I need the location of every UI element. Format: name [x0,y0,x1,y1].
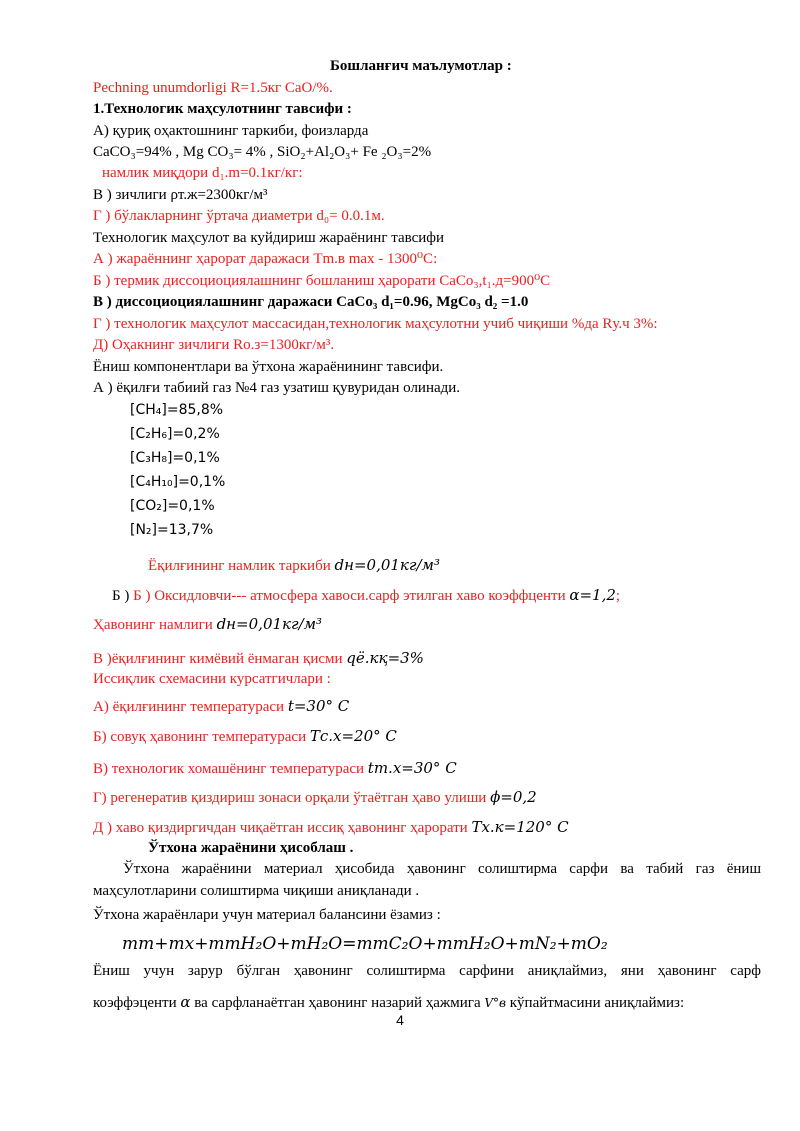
heat-header: Иссиқлик схемасини курсатгичлари : [93,671,331,687]
page-number: 4 [396,1012,404,1028]
chem-loss-line [93,649,424,668]
oxidizer-tail: ; [615,588,621,604]
heat-raw-material-label: В) технологик хомашёнинг температураси [93,761,365,777]
oxidizer-label-prefix: Б ) [112,588,134,604]
air-moisture-label: Ҳавонинг намлиги [93,617,213,633]
heat-fuel-temp-line [93,697,349,716]
alpha-symbol: α [180,993,191,1011]
oxidizer-line [112,586,620,605]
composition-line: CaCO₃=94% , Mg CO₃= 4% , SiO₂+Al₂O₃+ Fe ₂O₃=2% [93,144,432,160]
heat-cold-air-line [93,727,397,746]
gas-c2h6: [C₂H₆]=0,2% [130,426,220,442]
fuel-moisture-formula: dн=0,01кг/м³ [334,556,440,574]
dissociation-degree-line: В ) диссоциоциялашнинг даражаси CaCo₃ d₁=0.96, MgCo₃ d₂ =1.0 [93,294,529,310]
air-volume-symbol: V°в [484,996,507,1010]
paragraph-3a: Ёниш учун зарур бўлган ҳавонинг солиштирма сарфини аниқлаймиз, яни ҳавонинг сарф [93,963,761,979]
performance-line [93,79,333,97]
gas-co2: [CO₂]=0,1% [130,498,215,514]
balance-equation: mm+mx+mmH₂O+mH₂O=mmC₂O+mmH₂O+mN₂+mO₂ [122,934,608,954]
paragraph-1: Ўтхона жараёнини материал ҳисобида ҳавонинг солиштирма сарфи ва табий газ ёниш маҳсулотларини солиштирма чиқиши аниқланади . [93,861,761,899]
heat-regenerative-label: Г) регенератив қиздириш зонаси орқали ўтаётган ҳаво улиши [93,790,487,806]
heat-regenerative-line [93,788,537,807]
gas-c4h10: [C₄H₁₀]=0,1% [130,474,226,490]
heat-cold-air-formula: Tс.х=20° C [309,727,397,745]
chem-loss-formula: qё.кқ=3% [346,649,424,667]
gas-ch4: [CH₄]=85,8% [130,402,224,418]
heat-hot-air-formula: Tх.к=120° C [471,818,569,836]
heat-regenerative-formula: ϕ=0,2 [490,788,537,806]
fuel-moisture-line [148,556,440,575]
page-title: Бошланғич маълумотлар : [330,58,512,74]
moisture-line: намлик миқдори d₁.m=0.1кг/кг: [102,165,303,181]
air-moisture-formula: dн=0,01кг/м³ [216,615,323,633]
fuel-source-line: А ) ёқилғи табиий газ №4 газ узатиш қувуридан олинади. [93,380,461,396]
gas-n2: [N₂]=13,7% [130,522,214,538]
paragraph-3b-part2: ва сарфланаётган ҳавонинг назарий ҳажмига [194,995,481,1011]
density-text: В ) зичлиги ρт.ж=2300кг/м³ [93,187,268,203]
paragraph-2: Ўтхона жараёнлари учун материал балансини ёзамиз : [93,907,441,923]
heat-fuel-temp-formula: t=30° C [287,697,350,715]
temp-max-line: А ) жараённинг ҳарорат даражаси Тm.в max - 1300⁰С: [93,251,438,267]
paragraph-3b-part1: коэффэценти [93,995,177,1011]
raw-material-line: А) қуриқ оҳактошнинг таркиби, фоизларда [93,123,369,139]
performance-text: Pechning unumdorligi R=1.5кг CaO/%. [93,80,333,96]
air-moisture-line [93,615,322,634]
heat-raw-material-line [93,759,457,778]
oxidizer-formula: α=1,2 [569,586,616,604]
diameter-line: Г ) бўлакларнинг ўртача диаметри d₀= 0.0.1м. [93,208,385,224]
gas-c3h8: [C₃H₈]=0,1% [130,450,220,466]
dust-loss-line: Г ) технологик маҳсулот массасидан,технологик маҳсулотни учиб чиқиши %да Rу.ч 3%: [93,316,658,332]
paragraph-3b-part3: кўпайтмасини аниқлаймиз: [509,995,685,1011]
section-1-heading: 1.Технологик маҳсулотнинг тавсифи : [93,101,352,117]
paragraph-3b [93,993,684,1012]
lime-density-line: Д) Оҳакнинг зичлиги Rо.з=1300кг/м³. [93,337,335,353]
heat-cold-air-label: Б) совуқ ҳавонинг температураси [93,729,307,745]
calc-title: Ўтхона жараёнини ҳисоблаш . [148,840,354,856]
fuel-header: Ёниш компонентлари ва ўтхона жараёнининг тавсифи. [93,359,444,375]
process-header: Технологик маҳсулот ва куйдириш жараёнинг тавсифи [93,230,445,246]
heat-hot-air-label: Д ) хаво қиздиргичдан чиқаётган иссиқ ҳавонинг ҳарорати [93,820,468,836]
oxidizer-label: Б ) Оксидловчи--- атмосфера хавоси.сарф этилган хаво коэффценти [133,588,566,604]
fuel-moisture-label: Ёқилғининг намлик таркиби [148,558,331,574]
dissociation-temp-line: Б ) термик диссоциоциялашнинг бошланиш ҳарорати CaCo₃,t₁.д=900⁰С [93,273,551,289]
density-line [93,186,268,204]
heat-fuel-temp-label: А) ёқилғининг температураси [93,699,285,715]
heat-raw-material-formula: tт.х=30° C [367,759,457,777]
chem-loss-label: В )ёқилғининг кимёвий ёнмаган қисми [93,651,343,667]
heat-hot-air-line [93,818,569,837]
